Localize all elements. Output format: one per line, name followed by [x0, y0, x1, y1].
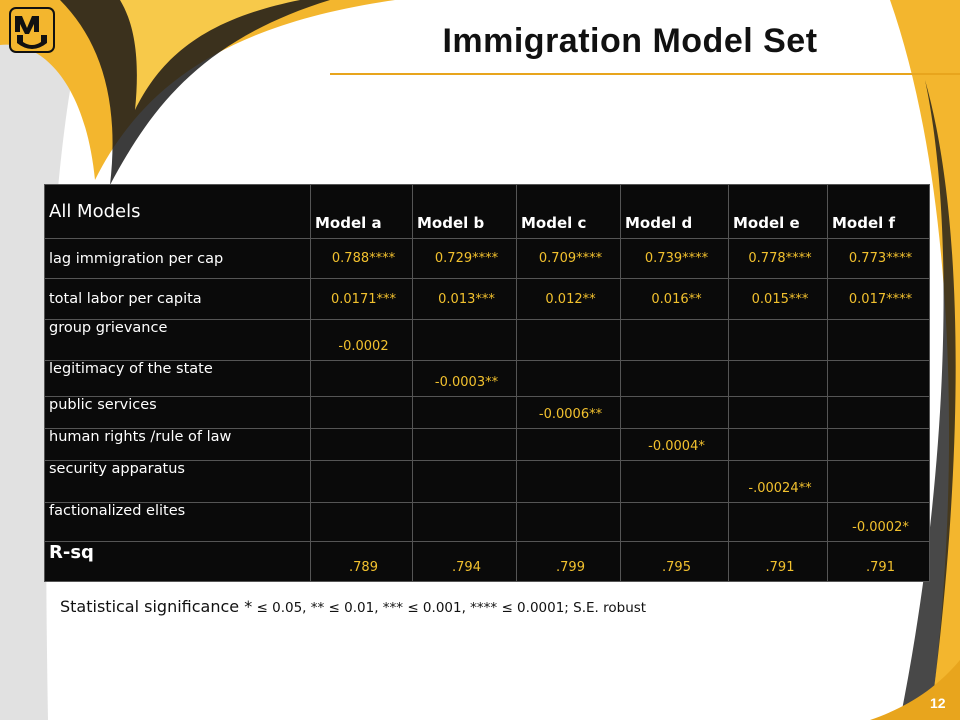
table-row	[45, 360, 930, 397]
table-cell: .799	[517, 542, 621, 582]
results-table	[44, 184, 930, 582]
table-header-row	[45, 185, 930, 239]
table-row	[45, 320, 930, 361]
table-cell	[517, 502, 621, 542]
table-cell	[311, 461, 413, 503]
table-cell	[828, 428, 930, 460]
table-corner-label: All Models	[45, 185, 311, 239]
table-cell: .795	[621, 542, 729, 582]
table-cell: -.00024**	[729, 461, 828, 503]
table-cell: .789	[311, 542, 413, 582]
table-cell	[828, 360, 930, 397]
table-cell: 0.012**	[517, 279, 621, 320]
table-cell: 0.729****	[413, 238, 517, 279]
row-label: security apparatus	[45, 461, 311, 503]
table-cell	[828, 320, 930, 361]
column-header: Model f	[828, 185, 930, 239]
column-header: Model d	[621, 185, 729, 239]
footnote-lead: Statistical significance *	[60, 597, 253, 616]
table-cell: 0.015***	[729, 279, 828, 320]
row-label: group grievance	[45, 320, 311, 361]
table-cell: 0.0171***	[311, 279, 413, 320]
table-row	[45, 238, 930, 279]
row-label: factionalized elites	[45, 502, 311, 542]
table-cell: .791	[828, 542, 930, 582]
title-underline	[330, 73, 960, 75]
column-header: Model b	[413, 185, 517, 239]
table-cell: 0.773****	[828, 238, 930, 279]
table-cell	[413, 320, 517, 361]
table-cell	[311, 502, 413, 542]
table-cell	[621, 320, 729, 361]
mu-logo-icon	[10, 8, 54, 52]
table-cell	[517, 360, 621, 397]
table-cell	[828, 461, 930, 503]
table-row	[45, 502, 930, 542]
table-cell	[311, 428, 413, 460]
table-cell	[729, 502, 828, 542]
row-label: legitimacy of the state	[45, 360, 311, 397]
slide-title: Immigration Model Set	[442, 22, 818, 60]
table-cell: .791	[729, 542, 828, 582]
significance-footnote	[60, 597, 646, 616]
table-cell	[729, 428, 828, 460]
table-cell: -0.0006**	[517, 397, 621, 428]
table-cell	[621, 360, 729, 397]
table-row	[45, 461, 930, 503]
page-number: 12	[930, 695, 946, 711]
table-row	[45, 428, 930, 460]
row-label: R-sq	[45, 542, 311, 582]
table-cell	[311, 397, 413, 428]
row-label: human rights /rule of law	[45, 428, 311, 460]
row-label: public services	[45, 397, 311, 428]
table-cell: 0.017****	[828, 279, 930, 320]
table-cell	[729, 360, 828, 397]
table-cell	[828, 397, 930, 428]
table-row	[45, 542, 930, 582]
table-cell: -0.0004*	[621, 428, 729, 460]
results-table-body	[45, 185, 930, 582]
table-cell	[621, 461, 729, 503]
footnote-levels: ≤ 0.05, ** ≤ 0.01, *** ≤ 0.001, **** ≤ 0.0001; S.E. robust	[252, 600, 647, 616]
table-cell	[413, 461, 517, 503]
column-header: Model c	[517, 185, 621, 239]
table-cell: -0.0003**	[413, 360, 517, 397]
table-cell	[413, 502, 517, 542]
table-row	[45, 279, 930, 320]
table-cell: 0.788****	[311, 238, 413, 279]
table-cell: 0.739****	[621, 238, 729, 279]
table-cell: -0.0002	[311, 320, 413, 361]
table-cell	[413, 397, 517, 428]
table-cell: 0.013***	[413, 279, 517, 320]
column-header: Model e	[729, 185, 828, 239]
table-cell: 0.709****	[517, 238, 621, 279]
row-label: total labor per capita	[45, 279, 311, 320]
table-cell: 0.778****	[729, 238, 828, 279]
table-cell	[517, 461, 621, 503]
table-cell	[517, 428, 621, 460]
table-cell	[621, 397, 729, 428]
table-row	[45, 397, 930, 428]
table-cell: 0.016**	[621, 279, 729, 320]
table-cell	[517, 320, 621, 361]
table-cell	[413, 428, 517, 460]
table-cell	[729, 320, 828, 361]
table-cell: .794	[413, 542, 517, 582]
table-cell: -0.0002*	[828, 502, 930, 542]
column-header: Model a	[311, 185, 413, 239]
table-cell	[311, 360, 413, 397]
table-cell	[729, 397, 828, 428]
table-cell	[621, 502, 729, 542]
row-label: lag immigration per cap	[45, 238, 311, 279]
